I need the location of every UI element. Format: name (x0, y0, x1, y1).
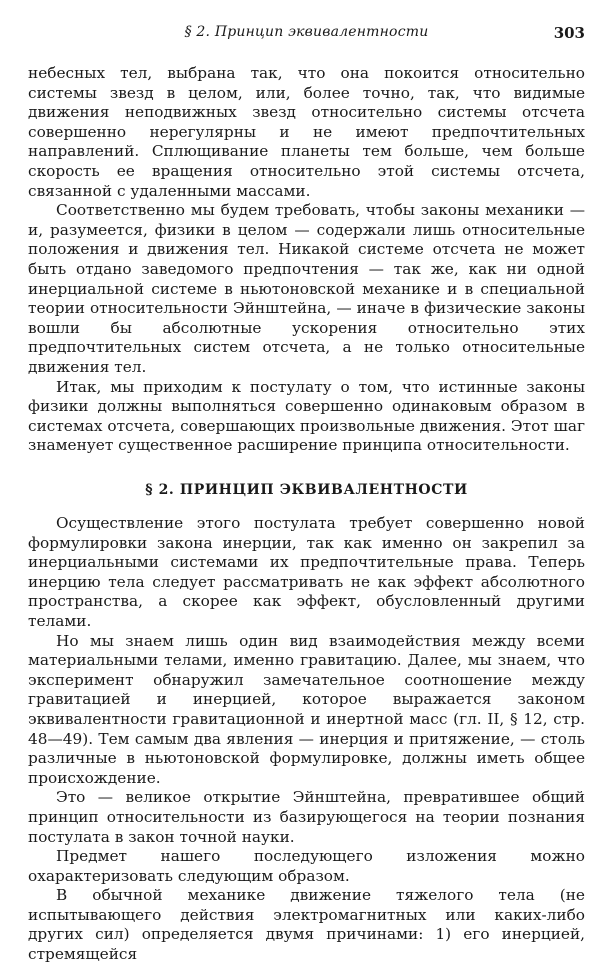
body-text-top (28, 64, 585, 456)
paragraph: Но мы знаем лишь один вид взаимодействия между всеми материальными телами, именно гравитацию. Далее, мы знаем, что эксперимент обнаружил замечательное соотношение между гравитацией и инерцией, которое выражается законом эквивалентности гравитационной и инертной масс (гл. II, § 12, стр. 48—49). Тем самым два явления — инерция и притяжение, — столь различные в ньютоновской формулировке, должны иметь общее происхождение. (28, 631, 585, 787)
page-number: 303 (553, 24, 585, 42)
paragraph: Соответственно мы будем требовать, чтобы законы механики — и, разумеется, физики в целом — содержали лишь относительные положения и движения тел. Никакой системе отсчета не может быть отдано заведомого предпочтения — так же, как ни одной инерциальной системе в ньютоновской механике и в специальной теории относительности Эйнштейна, — иначе в физические законы вошли бы абсолютные ускорения относительно этих предпочтительных систем отсчета, а не только относительные движения тел. (28, 201, 585, 376)
running-title: § 2. Принцип эквивалентности (184, 24, 429, 40)
body-text-bottom (28, 514, 585, 965)
paragraph: Осуществление этого постулата требует совершенно новой формулировки закона инерции, так как именно он закрепил за инерциальными системами их предпочтительные права. Теперь инерцию тела следует рассматривать не как эффект абсолютного пространства, а скорее как эффект, обусловленный другими телами. (28, 514, 585, 630)
paragraph: Предмет нашего последующего изложения можно охарактеризовать следующим образом. (28, 847, 585, 885)
section-heading: § 2. ПРИНЦИП ЭКВИВАЛЕНТНОСТИ (145, 482, 468, 498)
paragraph: Это — великое открытие Эйнштейна, превратившее общий принцип относительности из базирующегося на теории познания постулата в закон точной науки. (28, 788, 585, 846)
running-head (28, 24, 585, 48)
paragraph: Итак, мы приходим к постулату о том, что истинные законы физики должны выполняться совершенно одинаковым образом в системах отсчета, совершающих произвольные движения. Этот шаг знаменует существенное расширение принципа относительности. (28, 377, 585, 455)
paragraph: В обычной механике движение тяжелого тела (не испытывающего действия электромагнитных или каких-либо других сил) определяется двумя причинами: 1) его инерцией, стремящейся (28, 886, 585, 964)
paragraph-continued: небесных тел, выбрана так, что она покоится относительно системы звезд в целом, или, более точно, так, что видимые движения неподвижных звезд относительно системы отсчета совершенно нерегулярны и не имеют предпочтительных направлений. Сплющивание планеты тем больше, чем больше скорость ее вращения относительно этой системы отсчета, связанной с удаленными массами. (28, 64, 585, 200)
